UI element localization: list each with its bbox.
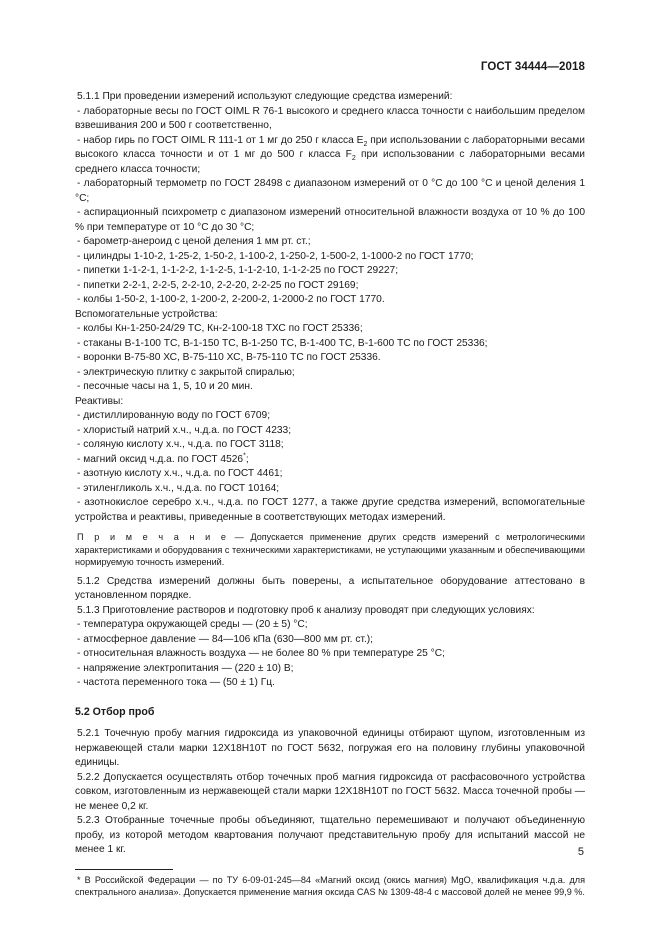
document-header-id: ГОСТ 34444—2018 [480,61,585,73]
list-item-weights: - набор гирь по ГОСТ OIML R 111-1 от 1 мг до 250 г класса $E_2$ при использовании с лабораторными весами высокого класса точности и от 1 мг до 500 г класса $F_2$ при использовании с лабораторными весами среднего класса точности; [75,134,585,175]
list-item-mgo: - магний оксид ч.д.а. по ГОСТ 4526*; [77,452,249,465]
list-item: - азотную кислоту х.ч., ч.д.а. по ГОСТ 4461; [77,468,283,479]
list-item: - колбы Кн-1-250-24/29 ТС, Кн-2-100-18 ТХС по ГОСТ 25336; [77,323,363,334]
list-item: - стаканы В-1-100 ТС, В-1-150 ТС, В-1-250 ТС, В-1-400 ТС, В-1-600 ТС по ГОСТ 25336; [77,337,488,349]
list-item: - атмосферное давление — 84—106 кПа (630—800 мм рт. ст.); [77,633,374,645]
list-item: - пипетки 1-1-2-1, 1-1-2-2, 1-1-2-5, 1-1-2-10, 1-1-2-25 по ГОСТ 29227; [77,265,399,276]
clause-5-1-3-intro: 5.1.3 Приготовление растворов и подготовку проб к анализу проводят при следующих условиях: [77,604,535,616]
clause-5-1-1-intro: 5.1.1 При проведении измерений используют следующие средства измерений: [77,91,453,102]
list-item: - лабораторный термометр по ГОСТ 28498 с диапазоном измерений от 0 °С до 100 °С и ценой деления 1 °С; [75,178,585,204]
list-item: - азотнокислое серебро х.ч., ч.д.а. по ГОСТ 1277, а также другие средства измерений, вспомогательные устройства и реактивы, приведенные в соответствующих методах измерений. [75,497,585,523]
list-item: - колбы 1-50-2, 1-100-2, 1-200-2, 2-200-2, 1-2000-2 по ГОСТ 1770. [77,294,385,305]
note [75,531,585,569]
list-item: - дистиллированную воду по ГОСТ 6709; [77,410,271,421]
list-item: - песочные часы на 1, 5, 10 и 20 мин. [77,381,253,392]
clause-5-2-1: 5.2.1 Точечную пробу магния гидроксида из упаковочной единицы отбирают щупом, изготовленным из нержавеющей стали марки 12Х18Н10Т по ГОСТ 5632, погружая его на половину глубины упаковочной единицы. [75,728,585,769]
list-item: - соляную кислоту х.ч., ч.д.а. по ГОСТ 3118; [77,439,284,450]
list-item: - лабораторные весы по ГОСТ OIML R 76-1 высокого и среднего класса точности с наибольшим пределом взвешивания 200 и 500 г соответственно, [75,105,585,131]
list-item: - воронки В-75-80 ХС, В-75-110 ХС, В-75-110 ТС по ГОСТ 25336. [77,352,381,363]
clause-5-1-2: 5.1.2 Средства измерений должны быть поверены, а испытательное оборудование аттестовано в установленном порядке. [75,575,585,602]
list-item: - частота переменного тока — (50 ± 1) Гц. [77,677,275,689]
note-label: П р и м е ч а н и е [77,532,228,542]
list-item: - цилиндры 1-10-2, 1-25-2, 1-50-2, 1-100-2, 1-250-2, 1-500-2, 1-1000-2 по ГОСТ 1770; [77,250,474,262]
clause-5-2-2: 5.2.2 Допускается осуществлять отбор точечных проб магния гидроксида от расфасовочного устройства совком, изготовленным из нержавеющей стали марки 12Х18Н10Т по ГОСТ 5632. Масса точечной пробы — не менее 0,2 кг. [75,771,585,812]
footnote-mark: * [243,452,246,460]
page-number: 5 [577,846,584,858]
list-item: - относительная влажность воздуха — не более 80 % при температуре 25 °С; [77,648,445,660]
list-item: - электрическую плитку с закрытой спиралью; [77,366,295,378]
list-item: - температура окружающей среды — (20 ± 5) °С; [77,619,308,631]
list-item: - хлористый натрий х.ч., ч.д.а. по ГОСТ 4233; [77,424,292,436]
reagents-heading: Реактивы: [75,395,124,407]
list-item: - аспирационный психрометр с диапазоном измерений относительной влажности воздуха от 10 % до 100 % при температуре от 10 °С до 30 °С; [75,207,585,233]
footnote-divider [75,869,173,870]
footnote: * В Российской Федерации — по ТУ 6-09-01-245—84 «Магний оксид (окись магния) MgO, квалификация ч.д.а. для спектрального анализа». Допускается применение магния оксида CAS № 1309-48-4 с массовой долей не менее 99,9 %. [75,874,585,898]
section-title: 5.2 Отбор проб [75,705,155,718]
list-item: - напряжение электропитания — (220 ± 10) В; [77,662,294,674]
aux-heading: Вспомогательные устройства: [75,308,218,320]
list-item: - барометр-анероид с ценой деления 1 мм рт. ст.; [77,236,311,247]
list-item: - этиленгликоль х.ч., ч.д.а. по ГОСТ 10164; [77,482,280,494]
list-item: - пипетки 2-2-1, 2-2-5, 2-2-10, 2-2-20, 2-2-25 по ГОСТ 29169; [77,279,359,291]
note-text: — Допускается применение других средств измерений с метрологическими характеристиками и оборудования с техническими характеристиками, не уступающими указанным и обеспечивающими нормируемую точность измерений. [75,532,585,568]
clause-5-2-3: 5.2.3 Отобранные точечные пробы объединяют, тщательно перемешивают и получают объединенную пробу, из которой методом квартования получают представительную пробу для испытаний массой не менее 1 кг. [75,815,585,856]
page-body [75,90,585,899]
